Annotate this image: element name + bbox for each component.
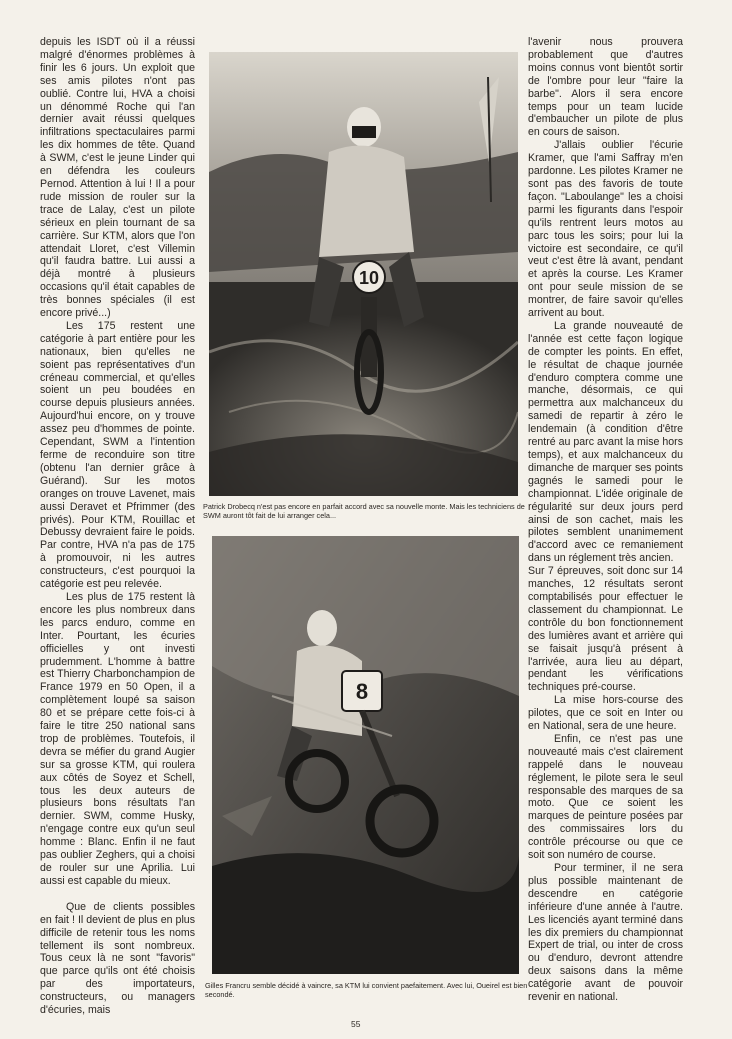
rider-photo-illustration: [212, 536, 519, 974]
photo-rider-10: [209, 52, 518, 496]
paragraph: depuis les ISDT où il a réussi malgré d'énormes problèmes à finir les 6 jours. Un exploit que ses amis pilotes n'ont pas oublié. Contre lui, HVA a choisi un dénommé Roche qui l'an dernier avait réussi quelques infiltrations spectaculaires parmi les dix hommes de tête. Quand à SWM, c'est le jeune Linder qui en défendra les couleurs Pernod. Attention à lui ! Il a pour rude mission de rouler sur la trace de Lalay, c'est un pilote sérieux en plein tournant de sa carrière. Sur KTM, alors que l'on attendait Lloret, c'est Villemin qu'il faudra battre. Lui aussi a déjà montré à plusieurs occasions qu'il était capables de très bonnes spéciales (il est encore privé...): [40, 36, 195, 320]
rider-photo-illustration: [209, 52, 518, 496]
paragraph: l'avenir nous prouvera probablement que d'autres moins connus vont bientôt sortir de l'ombre pour leur "faire la barbe". Alors il sera encore temps pour un team lucide d'embaucher un pilote de plus en cours de saison.: [528, 36, 683, 139]
paragraph: Enfin, ce n'est pas une nouveauté mais c'est clairement rappelé dans le nouveau réglement, le pilote sera le seul responsable des marques de sa moto. Que ce soient les marques de peinture posées par des commissaires lors du contrôle précourse ou que ce soit son numéro de course.: [528, 732, 683, 862]
photo-caption: Patrick Drobecq n'est pas encore en parfait accord avec sa nouvelle monte. Mais les techniciens de SWM auront tôt fait de lui arranger cela...: [203, 502, 525, 520]
paragraph: Les plus de 175 restent là encore les plus nombreux dans les parcs enduro, comme en Inter. Pourtant, les écuries officielles y ont investi prudemment. L'homme à battre est Thierry Charbonchampion de France 1979 en 50 Open, il a complètement loupé sa saison 80 et se prépare cette fois-ci à faire le titre 250 national sans trop de problèmes. Toutefois, il devra se méfier du grand Augier sur sa grosse KTM, qui roulera aux côtés de Soyez et Schell, tous les deux auteurs de plusieurs bons résultats l'an dernier. SWM, comme Husky, n'engage contre eux qu'un seul homme : Blanc. Enfin il ne faut pas oublier Zeghers, qui a choisi de rouler sur une Aprilia. Lui aussi est capable du mieux.: [40, 590, 195, 887]
paragraph: Pour terminer, il ne sera plus possible maintenant de descendre en catégorie inférieure d'une année à l'autre. Les licenciés ayant terminé dans les dix premiers du championnat Expert de trial, ou inter de cross ou d'enduro, devront attendre deux saisons dans la même catégorie avant de pouvoir revenir en national.: [528, 862, 683, 1004]
photo-caption: Gilles Francru semble décidé à vaincre, sa KTM lui convient paefaitement. Avec lui, Oueirel est bien secondé.: [205, 981, 528, 999]
page-number: 55: [351, 1019, 361, 1029]
number-plate: 8: [355, 679, 369, 704]
paragraph: La grande nouveauté de l'année est cette façon logique de compter les points. En effet, le résultat de chaque journée d'enduro comptera comme une manche, désormais, ce qui permettra aux malchanceux du samedi de repartir à zéro le lendemain (à condition d'être rentré au parc avant la mise hors temps), et aux malchanceux du dimanche de marquer ses points gagnés le samedi pour le championnat. L'idée originale de régularité sur deux jours perd ainsi de son cachet, mais les pilotes semblent unanimement d'accord avec ce remaniement dans un réglement très ancien.: [528, 319, 683, 565]
photo-rider-8: [212, 536, 519, 974]
article-column-right: [528, 36, 683, 1004]
article-column-left: [40, 36, 195, 1017]
paragraph: Les 175 restent une catégorie à part entière pour les nationaux, bien qu'elles ne soient pas représentatives d'un créneau commercial, et qu'elles soient un peu boudées en course depuis plusieurs années. Aujourd'hui encore, on y trouve assez peu d'hommes de pointe. Cependant, SWM a l'intention ferme de reconduire son titre (obtenu l'an dernier grâce à Guérand). Sur les motos oranges on trouve Lavenet, mais aussi Deravet et Pfrimmer (des privés). Pour KTM, Rouillac et Debussy devraient faire le poids. Par contre, HVA n'a pas de 175 à promouvoir, ni les autres constructeurs, c'est pourquoi la catégorie est peu relevée.: [40, 319, 195, 591]
paragraph: Sur 7 épreuves, soit donc sur 14 manches, 12 résultats seront comptabilisés pour effectuer le classement du championnat. Le contrôle du bon fonctionnement des lumières avant et arrière qui se faisait jusqu'à présent à l'arrivée, aura lieu au départ, pendant les vérifications techniques pré-course.: [528, 565, 683, 694]
number-plate: 10: [358, 268, 380, 288]
paragraph: La mise hors-course des pilotes, que ce soit en Inter ou en National, sera de une heure.: [528, 694, 683, 733]
paragraph: Que de clients possibles en fait ! Il devient de plus en plus difficile de retenir tous les noms tellement ils sont nombreux. Tous ceux là ne sont "favoris" que parce qu'ils ont été choisis par des importateurs, constructeurs, ou managers d'écuries, mais: [40, 900, 195, 1017]
paragraph: J'allais oublier l'écurie Kramer, que l'ami Saffray m'en pardonne. Les pilotes Kramer ne sont pas des favoris de toute façon. "Laboulange" les a choisi parmi les figurants dans l'espoir qu'ils rentrent leurs motos au parc tous les soirs; pour lui la victoire est secondaire, ce qu'il veut c'est être là avant, pendant et après la course. Les Kramer ont pour seule mission de se montrer, de faire savoir qu'elles arrivent au bout.: [528, 139, 683, 320]
